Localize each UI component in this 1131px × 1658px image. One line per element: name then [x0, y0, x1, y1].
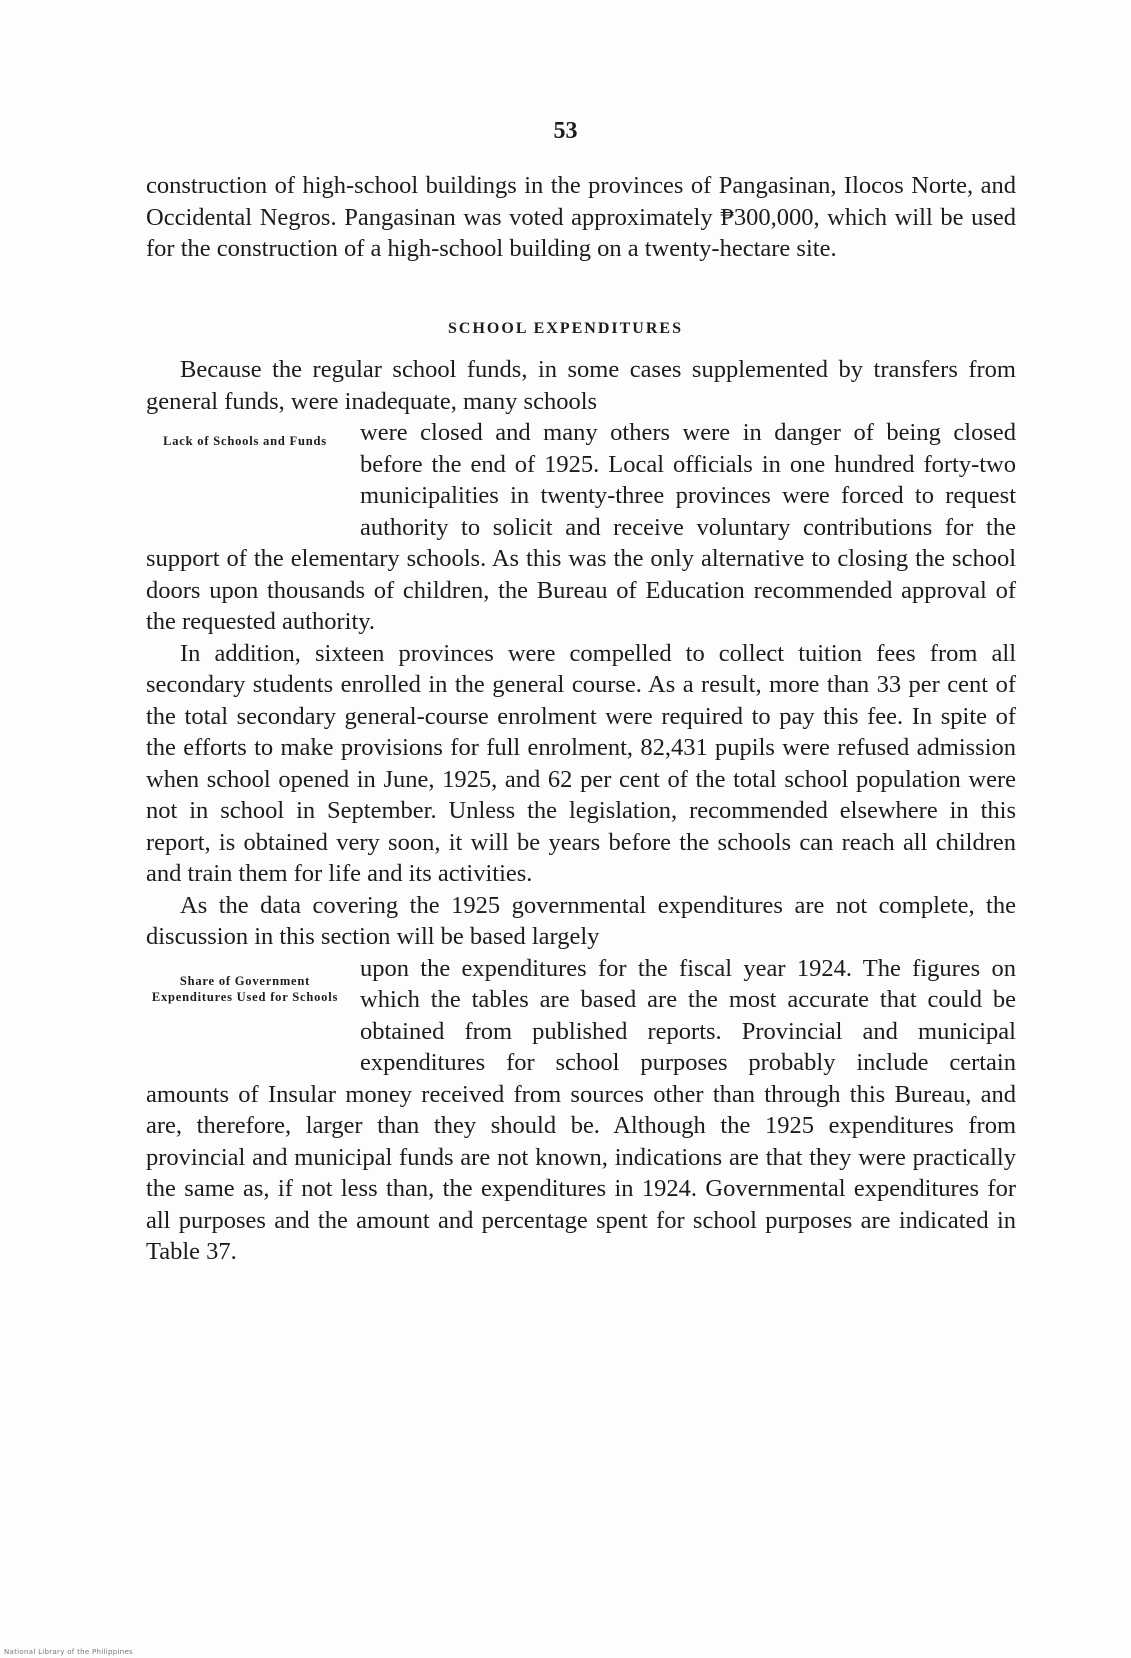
paragraph-2: In addition, sixteen provinces were compelled to collect tuition fees from all secondary students enrolled in the general course. As a result, more than 33 per cent of the total secondary general-course enrolment were required to pay this fee. In spite of the efforts to make provisions for full enrolment, 82,431 pupils were refused admission when school opened in June, 1925, and 62 per cent of the total school population were not in school in September. Unless the legislation, recommended elsewhere in this report, is obtained very soon, it will be years before the schools can reach all children and train them for life and its activities.	[146, 639, 1016, 887]
page-number: 53	[553, 118, 578, 144]
intro-paragraph: construction of high-school buildings in the provinces of Pangasinan, Ilocos Norte, and Occidental Negros. Pangasinan was voted approximately ₱300,000, which will be used for the construction of a high-school building on a twenty-hectare site.	[146, 172, 1016, 262]
paragraph-1	[146, 417, 1016, 638]
footer-watermark: National Library of the Philippines	[4, 1648, 133, 1656]
paragraph-lead-1: Because the regular school funds, in some cases supplemented by transfers from general funds, were inadequate, many schools	[146, 356, 1016, 415]
paragraph-1-text: were closed and many others were in danger of being closed before the end of 1925. Local officials in one hundred forty-two municipalities in twenty-three provinces were forced to request authority to solicit and receive voluntary contributions for the support of the elementary schools. As this was the only alternative to closing the school doors upon thousands of children, the Bureau of Education recommended approval of the requested authority.	[146, 419, 1016, 635]
section-heading: SCHOOL EXPENDITURES	[448, 320, 683, 337]
intro-paragraph-block	[146, 170, 1016, 265]
margin-note-share-of-expenditures: Share of Government Expenditures Used for Schools	[151, 973, 339, 1004]
margin-note-lack-of-schools: Lack of Schools and Funds	[163, 434, 327, 448]
paragraph-3-text: upon the expenditures for the fiscal year 1924. The figures on which the tables are based are the most accurate that could be obtained from published reports. Provincial and municipal expenditures for school purposes probably include certain amounts of Insular money received from sources other than through this Bureau, and are, therefore, larger than they should be. Although the 1925 expenditures from provincial and municipal funds are not known, indications are that they were practically the same as, if not less than, the expenditures in 1924. Governmental expenditures for all purposes and the amount and percentage spent for school purposes are indicated in Table 37.	[146, 954, 1016, 1265]
section-body	[146, 354, 1016, 1268]
paragraph-lead-3: As the data covering the 1925 governmental expenditures are not complete, the discussion in this section will be based largely	[146, 891, 1016, 950]
paragraph-3	[146, 953, 1016, 1268]
